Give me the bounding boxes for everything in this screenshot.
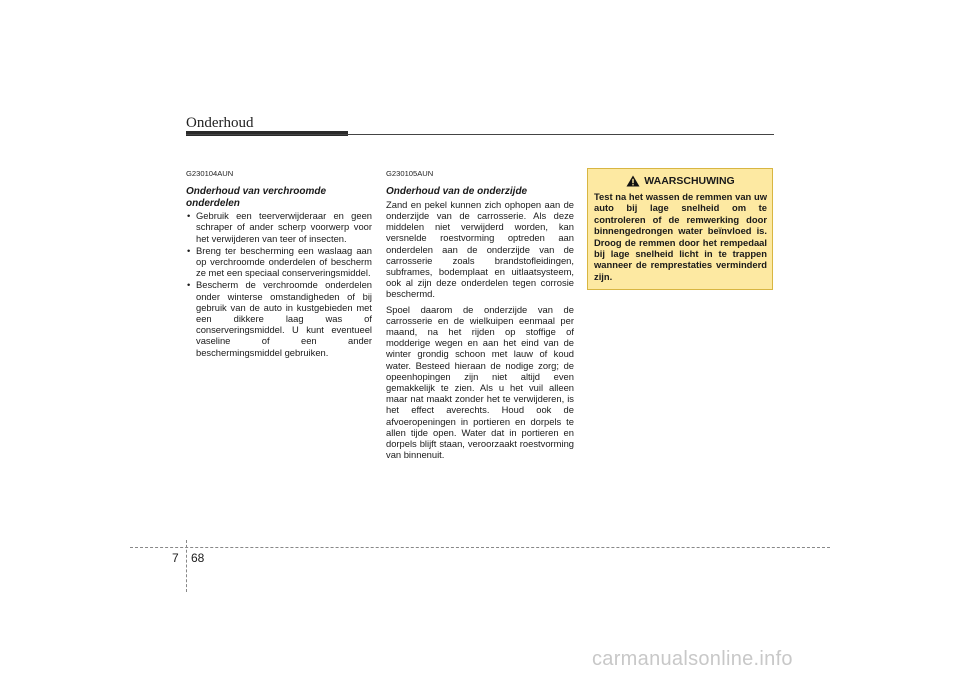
warning-text: Test na het wassen de remmen van uw auto bij lage snelheid om te controleren of de remwerking door binnengedrongen water beïnvloed is. Droog de remmen door het rempedaal bij lage snelheid licht in te trappen wanneer de remprestaties verminderd zijn. (594, 191, 767, 282)
page-number: 68 (191, 551, 205, 565)
warning-header (594, 175, 767, 187)
chapter-number: 7 (172, 551, 179, 565)
section-underbody-care (386, 168, 574, 464)
paragraph: Spoel daarom de onderzijde van de carrosserie en de wielkuipen eenmaal per maand, na het rijden op stoffige of modderige wegen en aan het eind van de winter grondig schoon met lauw of koud water. Besteed hieraan de nodige zorg; de opeenhopingen zijn niet altijd even gemakkelijk te zien. Als u het vuil alleen maar nat maakt zonder het te verwijderen, is het effect averechts. Houd ook de afvoeropeningen in portieren en dorpels te allen tijde open. Water dat in portieren en dorpels blijft staan, veroorzaakt roestvorming van binnenuit. (386, 303, 574, 461)
bullet-item: • Breng ter bescherming een waslaag aan op verchroomde onderdelen of bescherm ze met een speciaal conserveringsmiddel. (186, 245, 372, 279)
bullet-list (186, 210, 372, 358)
bullet-item: • Bescherm de verchroomde onderdelen onder winterse omstandigheden of bij gebruik van de auto in kustgebieden met een dikkere laag was of conserveringsmiddel. U kunt eventueel vaseline of een ander beschermingsmiddel gebruiken. (186, 279, 372, 357)
footer-dashed-divider (186, 540, 187, 592)
bullet-item: • Gebruik een teerverwijderaar en geen schraper of ander scherp voorwerp voor het verwijderen van teer of insecten. (186, 210, 372, 244)
section-heading: Onderhoud van verchroomde onderdelen (186, 186, 327, 209)
warning-title: WAARSCHUWING (644, 175, 735, 187)
header-rule-thin (186, 134, 774, 135)
paragraph: Zand en pekel kunnen zich ophopen aan de onderzijde van de carrosserie. Als deze middelen niet verwijderd worden, kan versnelde roestvorming optreden aan onderdelen aan de onderzijde van de carrosserie zoals brandstofleidingen, subframes, bodemplaat en uitlaatsysteem, ook al zijn deze onderdelen tegen corrosie beschermd. (386, 198, 574, 300)
page-section-title: Onderhoud (186, 115, 254, 131)
warning-box (587, 168, 773, 290)
section-code: G230105AUN (386, 169, 434, 178)
section-heading: Onderhoud van de onderzijde (386, 186, 528, 198)
footer-dashed-rule (130, 547, 830, 548)
watermark: carmanualsonline.info (592, 648, 793, 670)
section-chrome-care (186, 168, 372, 359)
section-code: G230104AUN (186, 169, 234, 178)
warning-triangle-icon (626, 175, 640, 187)
